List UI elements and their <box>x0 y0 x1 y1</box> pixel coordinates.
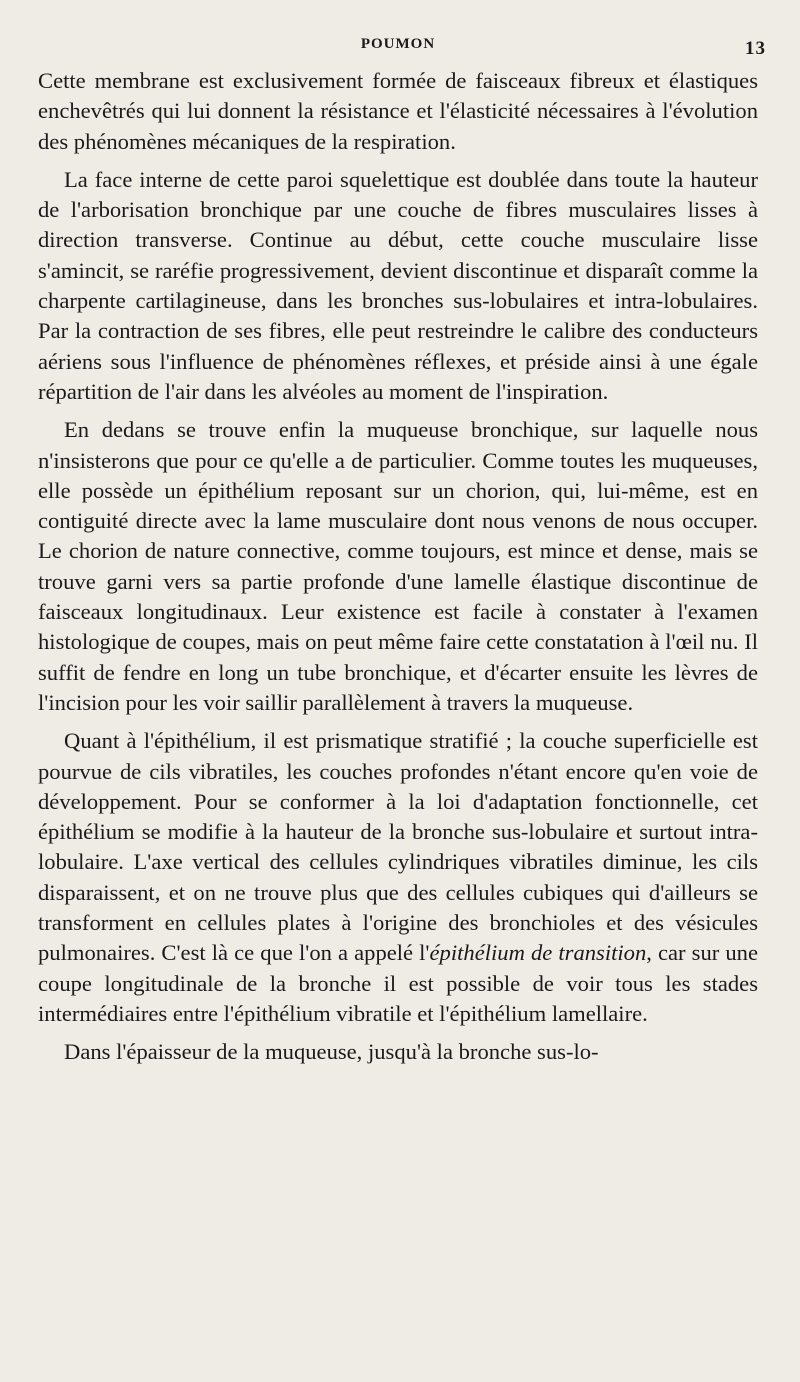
paragraph-3: En dedans se trouve enfin la muqueuse bronchique, sur laquelle nous n'insisterons que pour ce qu'elle a de particulier. Comme toutes les muqueuses, elle possède un épithélium reposant sur un chorion, qui, lui-même, est en contiguité directe avec la lame musculaire dont nous venons de nous occuper. Le chorion de nature connective, comme toujours, est mince et dense, mais se trouve garni vers sa partie profonde d'une lamelle élastique discontinue de faisceaux longitudinaux. Leur existence est facile à constater à l'examen histologique de coupes, mais on peut même faire cette constatation à l'œil nu. Il suffit de fendre en long un tube bronchique, et d'écarter ensuite les lèvres de l'incision pour les voir saillir parallèlement à travers la muqueuse. <box>38 417 758 715</box>
paragraph-4-text-after: , car sur une coupe longitudinale de la bronche il est possible de voir tous les stades intermédiaires entre l'épithélium vibratile et l'épithélium lamellaire. <box>38 940 758 1026</box>
paragraph-1: Cette membrane est exclusivement formée de faisceaux fibreux et élastiques enchevêtrés qui lui donnent la résistance et l'élasticité nécessaires à l'évolution des phénomènes mécaniques de la respiration. <box>38 68 758 154</box>
running-title: POUMON <box>360 36 436 52</box>
paragraph-2: La face interne de cette paroi squelettique est doublée dans toute la hauteur de l'arborisation bronchique par une couche de fibres musculaires lisses à direction transverse. Continue au début, cette couche musculaire lisse s'amincit, se raréfie progressivement, devient discontinue et disparaît comme la charpente cartilagineuse, dans les bronches sus-lobulaires et intra-lobulaires. Par la contraction de ses fibres, elle peut restreindre le calibre des conducteurs aériens sous l'influence de phénomènes réflexes, et préside ainsi à une égale répartition de l'air dans les alvéoles au moment de l'inspiration. <box>38 166 758 404</box>
paragraph-4-text-before: Quant à l'épithélium, il est prismatique stratifié ; la couche superficielle est pourvue de cils vibratiles, les couches profondes n'étant encore qu'en voie de développement. Pour se conformer à la loi d'adaptation fonctionnelle, cet épithélium se modifie à la hauteur de la bronche sus-lobulaire et surtout intra-lobulaire. L'axe vertical des cellules cylindriques vibratiles diminue, les cils disparaissent, et on ne trouve plus que des cellules cubiques qui d'ailleurs se transforment en cellules plates à l'origine des bronchioles et des vésicules pulmonaires. C'est là ce que l'on a appelé l' <box>38 728 758 966</box>
body-text <box>38 66 758 1068</box>
paragraph-4 <box>38 726 758 1029</box>
paragraph-5: Dans l'épaisseur de la muqueuse, jusqu'à la bronche sus-lo- <box>64 1039 599 1065</box>
running-header <box>38 30 766 66</box>
page-number: 13 <box>745 38 766 59</box>
emphasis-epithelium-de-transition: épithélium de transition <box>429 940 647 966</box>
